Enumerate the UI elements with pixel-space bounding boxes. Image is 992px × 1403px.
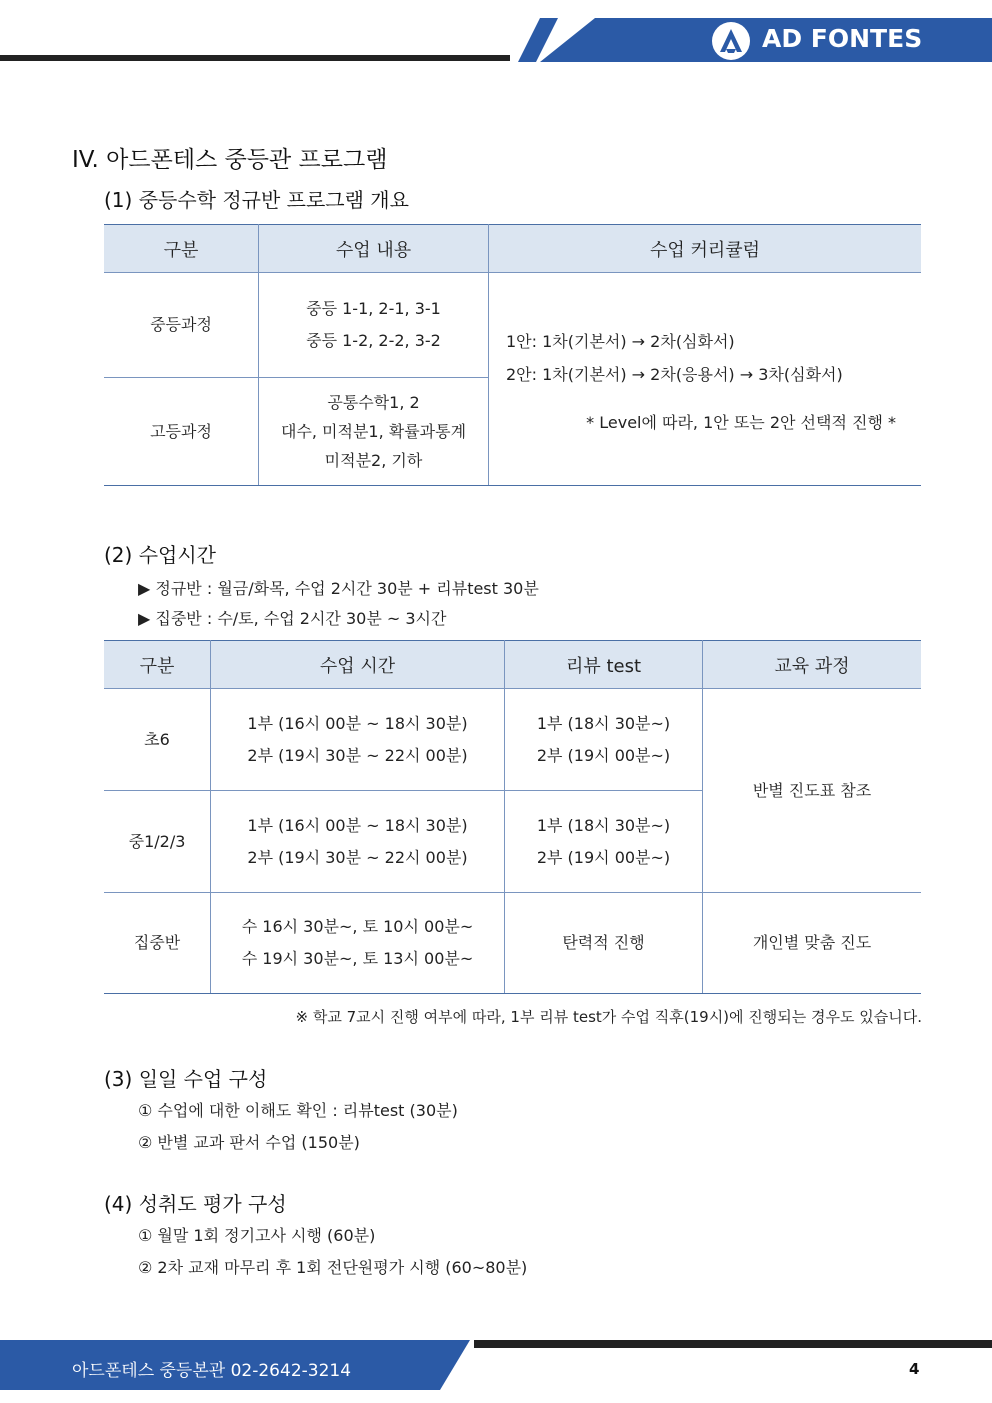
header-cell: 수업 커리큘럼	[489, 225, 922, 273]
header-cell: 교육 과정	[703, 641, 922, 689]
header-rule	[0, 55, 510, 61]
curriculum-line: 2안: 1차(기본서) → 2차(응용서) → 3차(심화서)	[506, 365, 843, 384]
time-line: 수 19시 30분~, 토 13시 00분~	[241, 949, 474, 968]
curriculum-note: * Level에 따라, 1안 또는 2안 선택적 진행 *	[586, 413, 896, 432]
time-cell	[211, 689, 505, 791]
s4-title: (4) 성취도 평가 구성	[104, 1192, 287, 1216]
time-cell	[211, 893, 505, 994]
category-cell: 초6	[104, 689, 211, 791]
s1-title: (1) 중등수학 정규반 프로그램 개요	[104, 188, 409, 212]
table-row	[104, 273, 921, 378]
header-cell: 수업 내용	[259, 225, 489, 273]
content-line: 중등 1-1, 2-1, 3-1	[306, 299, 441, 318]
category-cell: 고등과정	[104, 378, 259, 486]
review-line: 1부 (18시 30분~)	[536, 713, 671, 733]
category-cell: 중1/2/3	[104, 791, 211, 893]
review-cell	[505, 689, 703, 791]
header-cell: 리뷰 test	[505, 641, 703, 689]
ad-fontes-logo-icon	[712, 22, 750, 60]
brand-name: AD FONTES	[762, 24, 923, 53]
table-row	[104, 893, 921, 994]
review-cell: 탄력적 진행	[505, 893, 703, 994]
content-line: 대수, 미적분1, 확률과통계	[280, 422, 467, 441]
s4-item: ② 2차 교재 마무리 후 1회 전단원평가 시행 (60~80분)	[138, 1258, 528, 1277]
time-line: 2부 (19시 30분 ~ 22시 00분)	[247, 847, 468, 867]
footer-rule	[474, 1340, 992, 1348]
time-line: 1부 (16시 00분 ~ 18시 30분)	[247, 815, 468, 835]
course-cell: 반별 진도표 참조	[703, 689, 922, 893]
time-line: 1부 (16시 00분 ~ 18시 30분)	[247, 713, 468, 733]
content-line: 중등 1-2, 2-2, 3-2	[306, 331, 441, 350]
bullet-intensive: ▶ 집중반 : 수/토, 수업 2시간 30분 ~ 3시간	[138, 609, 447, 628]
header-cell: 구분	[104, 225, 259, 273]
footer-contact: 아드폰테스 중등본관 02-2642-3214	[72, 1361, 352, 1381]
time-line: 2부 (19시 30분 ~ 22시 00분)	[247, 745, 468, 765]
s3-title: (3) 일일 수업 구성	[104, 1067, 268, 1091]
content-cell	[259, 273, 489, 378]
s3-item: ① 수업에 대한 이해도 확인 : 리뷰test (30분)	[138, 1101, 458, 1120]
time-cell	[211, 791, 505, 893]
header-cell: 구분	[104, 641, 211, 689]
category-cell: 집중반	[104, 893, 211, 994]
s2-title: (2) 수업시간	[104, 543, 216, 567]
review-line: 1부 (18시 30분~)	[536, 815, 671, 835]
category-cell: 중등과정	[104, 273, 259, 378]
schedule-footnote: ※ 학교 7교시 진행 여부에 따라, 1부 리뷰 test가 수업 직후(19시)에 진행되는 경우도 있습니다.	[295, 1008, 922, 1026]
program-overview-table	[104, 224, 921, 486]
curriculum-line: 1안: 1차(기본서) → 2차(심화서)	[506, 332, 735, 351]
table-row	[104, 689, 921, 791]
course-cell: 개인별 맞춤 진도	[703, 893, 922, 994]
bullet-regular: ▶ 정규반 : 월금/화목, 수업 2시간 30분 + 리뷰test 30분	[138, 579, 539, 598]
curriculum-cell	[489, 273, 922, 486]
s4-item: ① 월말 1회 정기고사 시행 (60분)	[138, 1226, 376, 1245]
s3-item: ② 반별 교과 판서 수업 (150분)	[138, 1133, 360, 1152]
review-line: 2부 (19시 00분~)	[536, 745, 671, 765]
review-line: 2부 (19시 00분~)	[536, 847, 671, 867]
section-title: IV. 아드폰테스 중등관 프로그램	[72, 147, 388, 173]
content-line: 공통수학1, 2	[327, 393, 420, 412]
content-cell	[259, 378, 489, 486]
class-schedule-table	[104, 640, 921, 994]
page-number: 4	[909, 1360, 920, 1378]
header-cell: 수업 시간	[211, 641, 505, 689]
time-line: 수 16시 30분~, 토 10시 00분~	[241, 917, 474, 936]
review-cell	[505, 791, 703, 893]
content-line: 미적분2, 기하	[324, 451, 423, 470]
